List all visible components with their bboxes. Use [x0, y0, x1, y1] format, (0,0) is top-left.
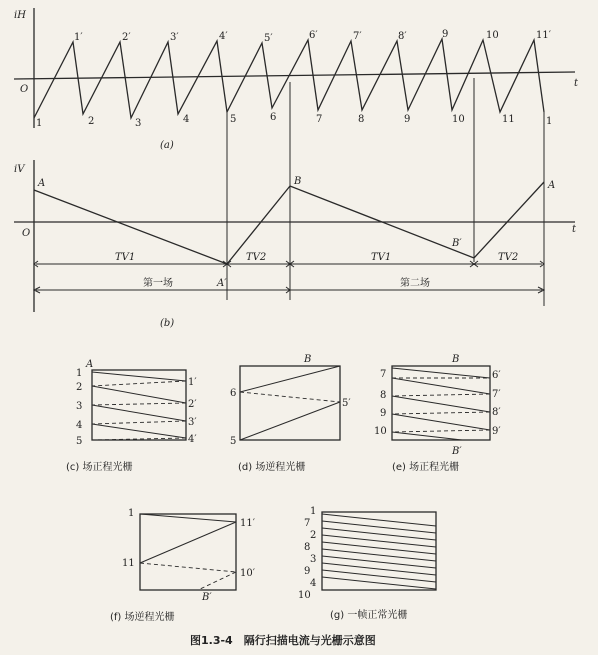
c-scan-line-3 — [92, 405, 186, 421]
e-scan-line-5 — [392, 432, 462, 440]
panel-e-frame — [392, 366, 490, 440]
panel-e — [374, 354, 501, 473]
e-right-9p: 9′ — [492, 426, 501, 437]
vertical-sawtooth-wave — [34, 182, 544, 264]
d-scan-dashed — [240, 392, 340, 402]
f-retrace-up — [140, 522, 236, 563]
c-right-3p: 3′ — [188, 417, 197, 428]
e-right-7p: 7′ — [492, 389, 501, 400]
point-a-9: 9 — [404, 114, 411, 125]
point-a-3: 3 — [135, 118, 142, 129]
point-a-5p: 5′ — [264, 33, 273, 44]
point-a-8: 8 — [358, 114, 365, 125]
f-right-11p: 11′ — [240, 518, 255, 529]
d-left-6: 6 — [230, 388, 237, 399]
point-a-10: 10 — [486, 30, 499, 41]
f-left-11: 11 — [122, 558, 135, 569]
g-raster-lines — [322, 514, 436, 589]
field-mark-a-prime: A′ — [217, 278, 227, 289]
f-scan-top — [140, 514, 236, 522]
c-top-A: A — [86, 359, 94, 370]
point-b-A-left: A — [38, 178, 46, 189]
point-a-2p: 2′ — [122, 32, 131, 43]
d-retrace-up-2 — [240, 402, 340, 440]
c-left-4: 4 — [76, 420, 83, 431]
panel-g-caption: (g) 一帧正常光栅 — [330, 610, 408, 621]
e-retrace-4 — [392, 430, 490, 432]
f-retrace-dashed — [198, 572, 236, 590]
panel-b-tag: (b) — [160, 318, 175, 329]
e-left-8: 8 — [380, 390, 387, 401]
c-retrace-2 — [92, 403, 186, 405]
e-left-7: 7 — [380, 369, 387, 380]
e-left-10: 10 — [374, 426, 387, 437]
e-scan-line-2 — [392, 378, 490, 394]
e-scan-line-4 — [392, 414, 490, 430]
panel-d-caption: (d) 场逆程光栅 — [238, 462, 306, 473]
c-right-4p: 4′ — [188, 434, 197, 445]
period-tv2-second: TV2 — [498, 252, 519, 263]
panel-a — [14, 8, 579, 306]
e-top-B: B — [452, 354, 460, 365]
panel-a-x-label: t — [574, 78, 579, 89]
c-left-1: 1 — [76, 368, 83, 379]
point-a-6: 6 — [270, 112, 277, 123]
f-scan-dashed — [140, 563, 236, 572]
panel-a-y-label: iH — [14, 10, 26, 21]
c-scan-line-2 — [92, 386, 186, 403]
horizontal-sawtooth-wave — [34, 39, 544, 118]
point-b-B-prime: B′ — [452, 238, 462, 249]
g-left-9: 9 — [304, 566, 311, 577]
c-left-3: 3 — [76, 401, 83, 412]
panel-b — [14, 160, 577, 329]
point-a-4: 4 — [183, 114, 190, 125]
panel-a-origin: O — [20, 84, 29, 95]
point-a-7: 7 — [316, 114, 323, 125]
e-bottom-B-prime: B′ — [452, 446, 462, 457]
panel-f-caption: (f) 场逆程光栅 — [110, 612, 175, 623]
e-right-6p: 6′ — [492, 370, 501, 381]
d-left-5: 5 — [230, 436, 237, 447]
g-left-10: 10 — [298, 590, 311, 601]
g-left-3: 3 — [310, 554, 317, 565]
point-a-2: 2 — [88, 116, 95, 127]
point-a-4p: 4′ — [219, 31, 228, 42]
field-1-label: 第一场 — [143, 278, 173, 289]
field-2-label: 第二场 — [400, 278, 430, 289]
e-retrace-3 — [392, 412, 490, 414]
panel-b-origin: O — [22, 228, 31, 239]
period-tv1-first: TV1 — [115, 252, 136, 263]
point-a-3p: 3′ — [170, 32, 179, 43]
e-scan-line-1 — [392, 368, 490, 378]
point-b-A-right: A — [548, 180, 556, 191]
figure-title: 图1.3-4 隔行扫描电流与光栅示意图 — [190, 634, 376, 647]
g-left-1: 1 — [310, 506, 317, 517]
panel-a-tag: (a) — [160, 140, 174, 151]
f-bottom-B-prime: B′ — [202, 592, 212, 603]
point-a-6p: 6′ — [309, 30, 318, 41]
point-a-5: 5 — [230, 114, 237, 125]
c-scan-line-1 — [92, 372, 186, 381]
f-right-10p: 10′ — [240, 568, 255, 579]
point-a-1-right: 1 — [546, 116, 553, 127]
g-left-2: 2 — [310, 530, 317, 541]
point-a-11: 11 — [502, 114, 515, 125]
panel-e-caption: (e) 场正程光栅 — [392, 462, 460, 473]
d-retrace-up-1 — [240, 366, 340, 392]
d-right-5p: 5′ — [342, 398, 351, 409]
c-retrace-3 — [92, 421, 186, 424]
c-scan-line-4 — [92, 424, 186, 438]
panel-f — [110, 508, 256, 623]
point-a-7p: 7′ — [353, 31, 362, 42]
f-left-1: 1 — [128, 508, 135, 519]
c-left-5: 5 — [76, 436, 83, 447]
panel-b-x-label: t — [572, 224, 577, 235]
c-left-2: 2 — [76, 382, 83, 393]
g-left-4: 4 — [310, 578, 317, 589]
c-right-1p: 1′ — [188, 377, 197, 388]
period-tv2-first: TV2 — [246, 252, 267, 263]
c-right-2p: 2′ — [188, 399, 197, 410]
point-a-9: 9 — [442, 29, 449, 40]
point-a-1: 1 — [36, 118, 43, 129]
e-right-8p: 8′ — [492, 407, 501, 418]
g-left-8: 8 — [304, 542, 311, 553]
point-a-10: 10 — [452, 114, 465, 125]
panel-d-frame — [240, 366, 340, 440]
panel-b-y-label: iV — [14, 164, 25, 175]
e-scan-line-3 — [392, 396, 490, 412]
point-a-8p: 8′ — [398, 31, 407, 42]
point-b-B: B — [294, 176, 302, 187]
point-a-1p: 1′ — [74, 32, 83, 43]
point-a-11p: 11′ — [536, 30, 551, 41]
e-left-9: 9 — [380, 408, 387, 419]
panel-d — [230, 354, 351, 473]
panel-c — [66, 359, 197, 473]
d-top-B: B — [304, 354, 312, 365]
panel-c-caption: (c) 场正程光栅 — [66, 462, 133, 473]
g-left-7: 7 — [304, 518, 311, 529]
panel-g — [298, 506, 436, 621]
e-retrace-2 — [392, 394, 490, 396]
c-retrace-1 — [92, 381, 186, 386]
period-tv1-second: TV1 — [371, 252, 392, 263]
